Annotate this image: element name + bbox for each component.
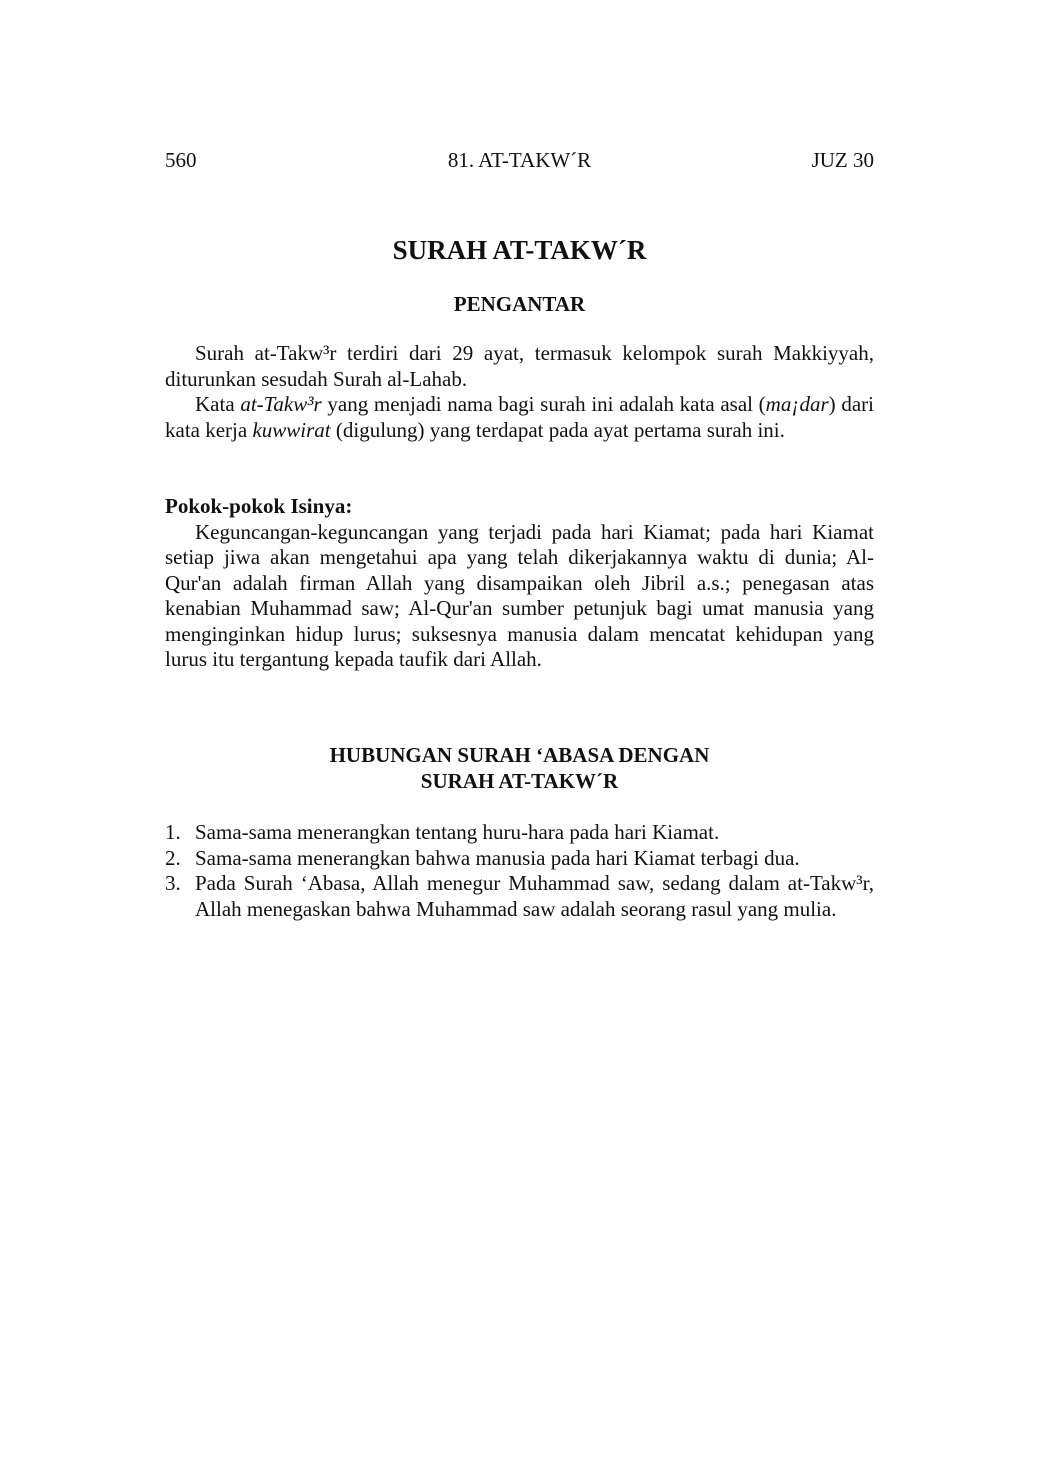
pokok-section — [165, 494, 874, 673]
pokok-heading: Pokok-pokok Isinya: — [165, 494, 353, 518]
p2-italic-term-2: ma¡dar — [765, 392, 829, 416]
p2-italic-term-1: at-Takw³r — [240, 392, 322, 416]
page-number: 560 — [165, 148, 197, 172]
list-item-text: Sama-sama menerangkan bahwa manusia pada hari Kiamat terbagi dua. — [195, 845, 800, 870]
chapter-title: 81. AT-TAKW´R — [447, 148, 592, 172]
hubungan-heading-line-2: SURAH AT-TAKW´R — [420, 769, 619, 793]
juz-label: JUZ 30 — [811, 148, 874, 172]
hubungan-list — [165, 820, 874, 922]
running-header — [165, 146, 874, 174]
p2-text-end: (digulung) yang terdapat pada ayat pertama surah ini. — [330, 417, 785, 442]
p2-italic-term-3: kuwwirat — [252, 417, 331, 442]
pengantar-paragraph-1: Surah at-Takw³r terdiri dari 29 ayat, termasuk kelompok surah Makkiyyah, diturunkan sesudah Surah al-Lahab. — [165, 341, 874, 391]
list-item-text: Sama-sama menerangkan tentang huru-hara pada hari Kiamat. — [195, 820, 720, 844]
p2-text-mid-1: yang menjadi nama bagi surah ini adalah kata asal ( — [321, 392, 766, 416]
list-item — [165, 820, 874, 846]
pengantar-section — [165, 341, 874, 443]
pokok-paragraph: Keguncangan-keguncangan yang terjadi pada hari Kiamat; pada hari Kiamat setiap jiwa akan mengetahui apa yang telah dikerjakannya waktu di dunia; Al-Qur'an adalah firman Allah yang disampaikan oleh Jibril a.s.; penegasan atas kenabian Muhammad saw; Al-Qur'an sumber petunjuk bagi umat manusia yang menginginkan hidup lurus; suksesnya manusia dalam mencatat kehidupan yang lurus itu tergantung kepada taufik dari Allah. — [165, 519, 874, 671]
pengantar-paragraph-2 — [165, 392, 874, 443]
list-item-number: 1. — [165, 820, 181, 844]
hubungan-heading-line-1: HUBUNGAN SURAH ‘ABASA DENGAN — [329, 743, 710, 767]
list-item-number: 2. — [165, 845, 181, 870]
p2-text-mid-2: ) dari kata kerja — [165, 392, 874, 442]
pengantar-heading: PENGANTAR — [453, 292, 586, 316]
hubungan-heading — [165, 742, 874, 794]
list-item — [165, 871, 874, 922]
page-title: SURAH AT-TAKW´R — [392, 235, 647, 265]
list-item-text: Pada Surah ‘Abasa, Allah menegur Muhammad saw, sedang dalam at-Takw³r, Allah menegaskan bahwa Muhammad saw adalah seorang rasul yang mulia. — [195, 871, 874, 921]
list-item-number: 3. — [165, 871, 181, 895]
list-item — [165, 846, 874, 872]
p2-text-start: Kata — [195, 392, 241, 416]
